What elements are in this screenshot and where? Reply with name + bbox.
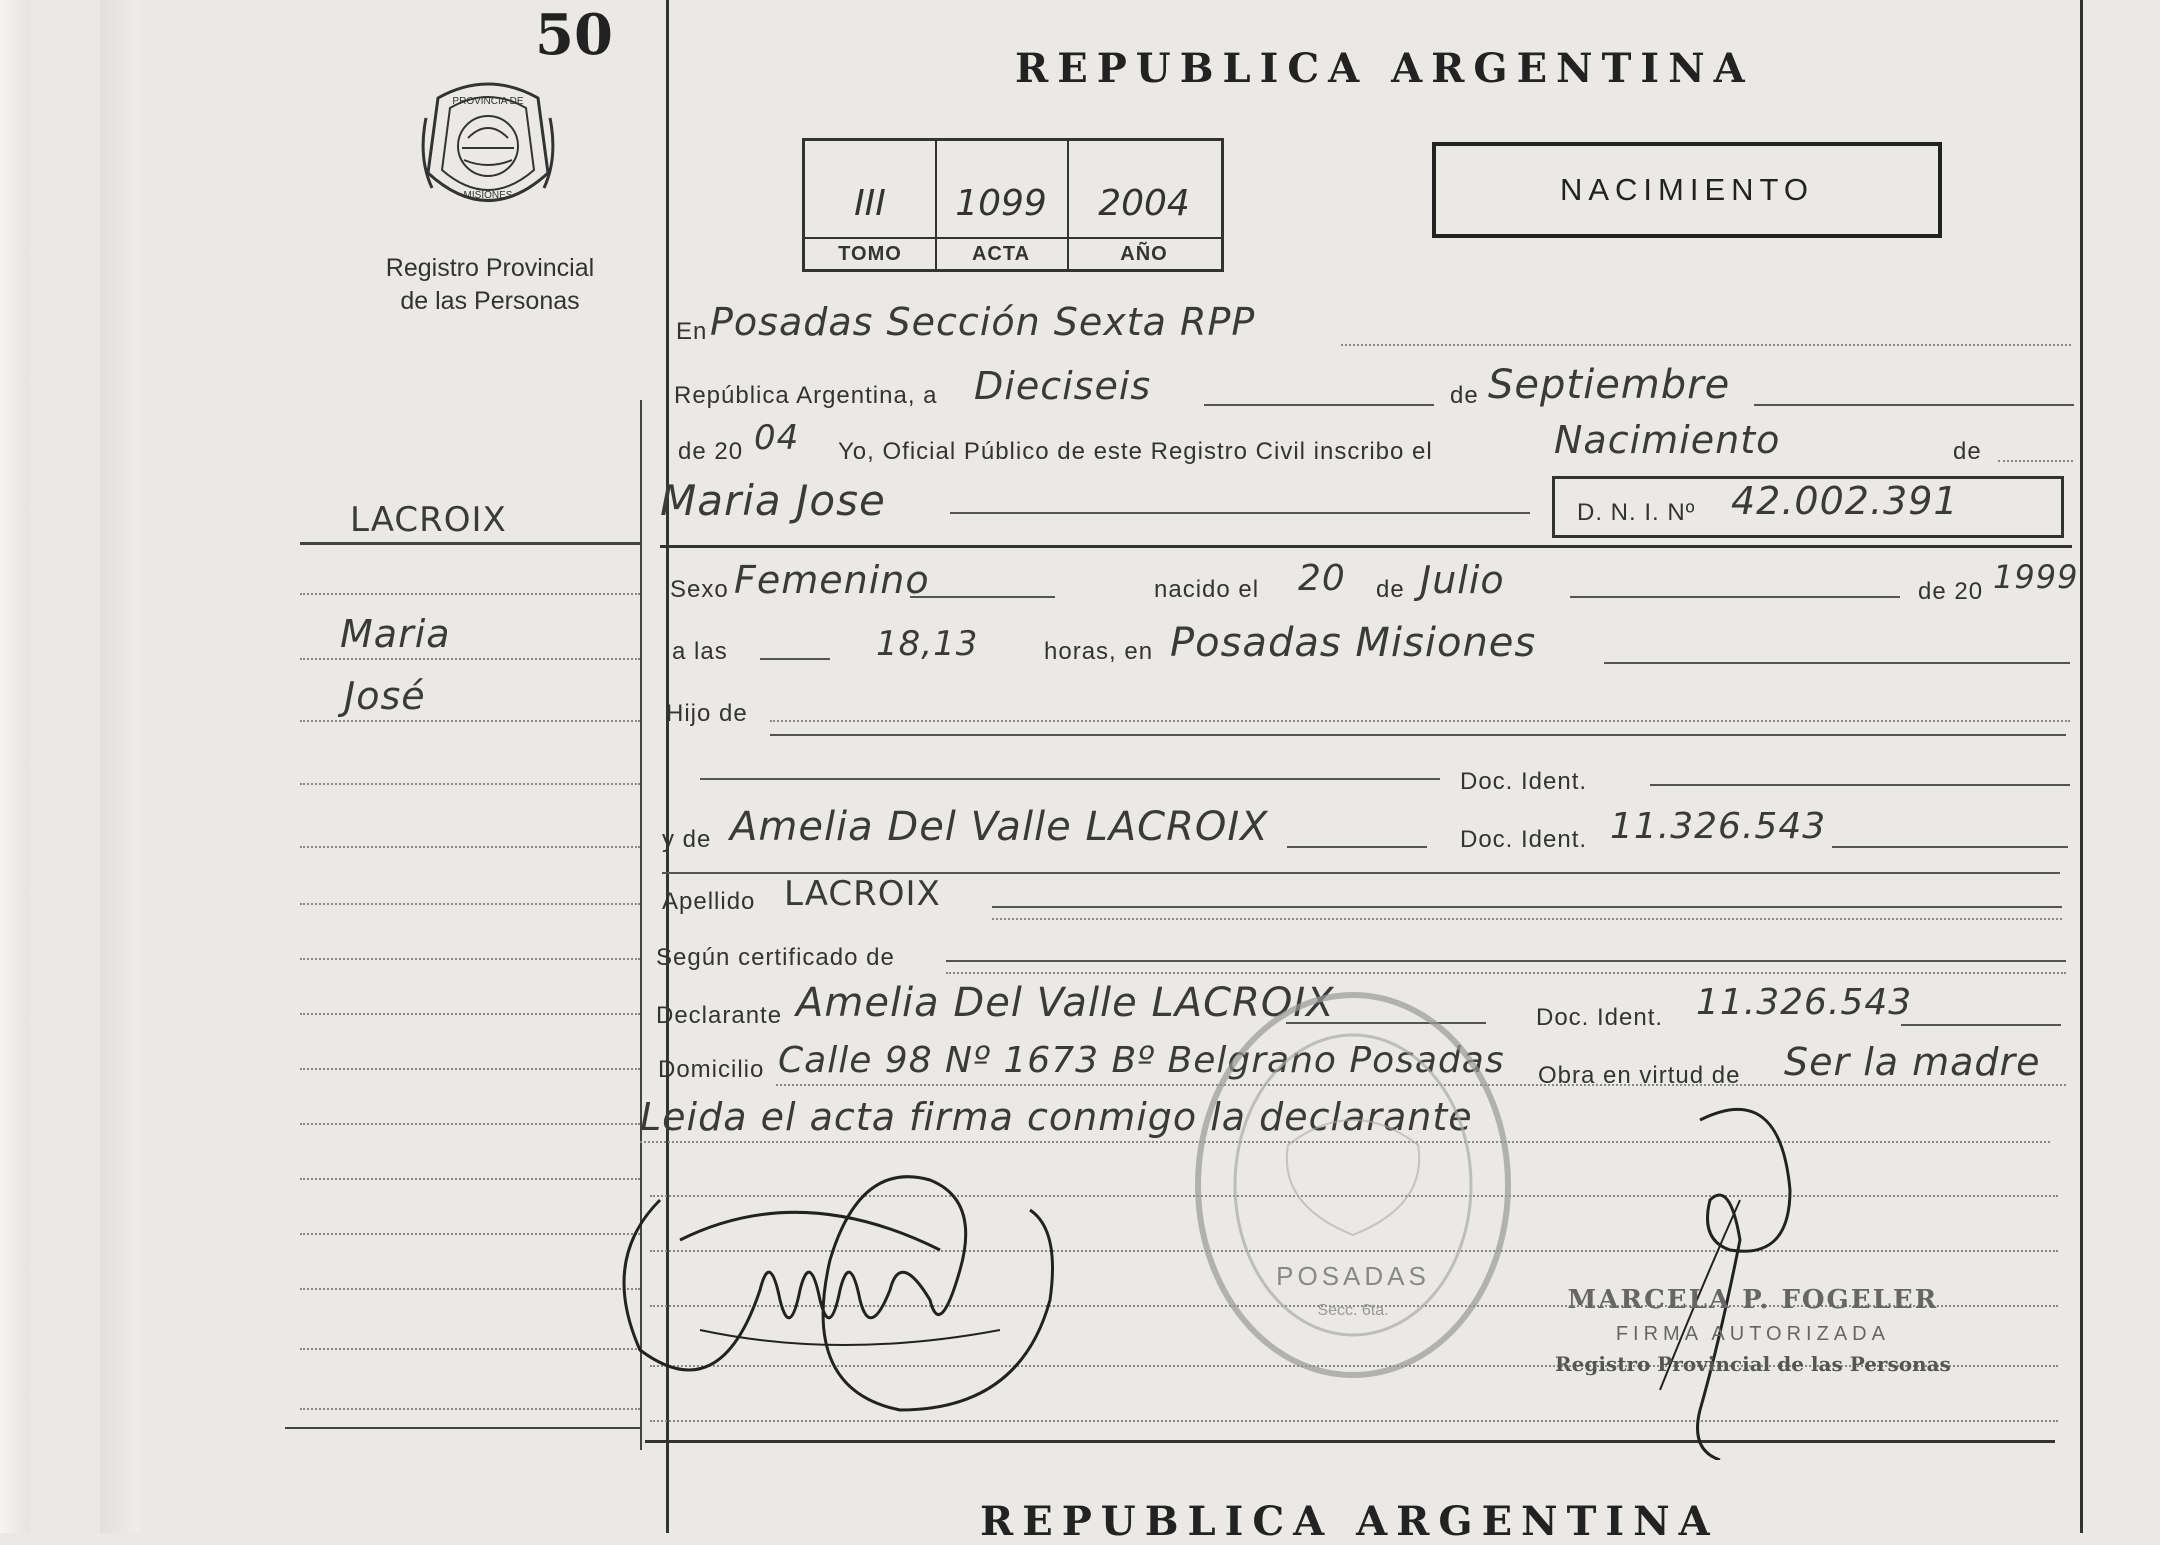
record-type: NACIMIENTO	[1559, 172, 1815, 207]
margin-line	[300, 735, 640, 785]
margin-line	[300, 1185, 640, 1235]
declarante-value: Amelia Del Valle LACROIX	[796, 980, 1335, 1026]
margin-line	[300, 855, 640, 905]
registry-line-1: Registro Provincial	[385, 254, 595, 282]
de-label: de	[1450, 382, 1479, 409]
acta-cell	[935, 141, 1069, 269]
de20-label: de 20	[1918, 578, 1984, 605]
seal-top-text: PROVINCIA DE	[452, 96, 524, 107]
form-right-border	[2080, 0, 2083, 1533]
y-de-label: y de	[662, 826, 712, 853]
provincial-coat-of-arms-icon	[418, 78, 558, 228]
birth-year: 1999	[1993, 558, 2079, 596]
apellido-label: Apellido	[662, 888, 756, 915]
acta-label: ACTA	[935, 237, 1067, 266]
official-signature	[1640, 1090, 1820, 1460]
obra-label: Obra en virtud de	[1538, 1062, 1741, 1089]
sexo-value: Femenino	[734, 558, 930, 602]
declarant-signature	[600, 1140, 1080, 1420]
dni-value: 42.002.391	[1731, 479, 1959, 523]
fill-line	[910, 596, 1055, 598]
row-mother	[662, 804, 2072, 860]
acta-value: 1099	[955, 183, 1047, 224]
margin-given-2: José	[344, 674, 426, 718]
anio-label: AÑO	[1067, 237, 1221, 266]
fill-line	[650, 1420, 2058, 1422]
day-value: Dieciseis	[974, 364, 1152, 408]
margin-bottom-line	[285, 1375, 640, 1429]
tomo-label: TOMO	[805, 237, 935, 266]
nacido-label: nacido el	[1154, 576, 1260, 603]
en-value: Posadas Sección Sexta RPP	[710, 300, 1256, 344]
seal-bottom-text: MISIONES	[463, 190, 513, 201]
apellido-value: LACROIX	[784, 874, 941, 914]
a-las-label: a las	[672, 638, 728, 665]
tomo-cell	[805, 141, 937, 269]
fill-line	[1901, 1024, 2061, 1026]
fill-line	[770, 734, 2066, 736]
fill-line	[946, 972, 2066, 974]
sexo-label: Sexo	[670, 576, 729, 603]
margin-surname: LACROIX	[350, 500, 507, 540]
hijo-label: Hijo de	[666, 700, 748, 727]
de2-label: de	[1953, 438, 1982, 465]
official-printed-name-block	[1555, 1285, 1951, 1376]
row-certificado	[656, 940, 2072, 980]
horas-label: horas, en	[1044, 638, 1154, 665]
margin-line	[300, 1130, 640, 1180]
fill-line	[1287, 846, 1427, 848]
domicilio-label: Domicilio	[658, 1056, 765, 1083]
de3-label: de	[1376, 576, 1405, 603]
fill-line	[770, 720, 2070, 722]
fill-line	[1341, 344, 2071, 346]
stamp-center-text: POSADAS	[1276, 1261, 1430, 1291]
margin-line	[300, 1240, 640, 1290]
row-birth-time	[670, 620, 2070, 672]
republica-label: República Argentina, a	[674, 382, 938, 409]
record-number-box	[802, 138, 1224, 272]
fill-line	[1204, 404, 1434, 406]
fill-line	[1754, 404, 2074, 406]
declarante-doc: 11.326.543	[1696, 982, 1913, 1023]
margin-given-1: Maria	[340, 612, 451, 656]
father-doc-label: Doc. Ident.	[1460, 768, 1588, 795]
fill-line	[760, 658, 830, 660]
declarante-doc-label: Doc. Ident.	[1536, 1004, 1664, 1031]
en-label: En	[676, 318, 708, 345]
margin-line	[300, 672, 640, 722]
section-divider	[660, 545, 2072, 548]
dni-box	[1552, 476, 2064, 538]
margin-line	[300, 548, 640, 595]
segun-label: Según certificado de	[656, 944, 895, 971]
country-title: REPUBLICA ARGENTINA	[1015, 45, 1754, 92]
anio-value: 2004	[1098, 183, 1190, 224]
fill-line	[700, 778, 1440, 780]
margin-line	[300, 1020, 640, 1070]
stamp-sub-text: Secc. 6ta.	[1317, 1302, 1389, 1319]
next-page-title: REPUBLICA ARGENTINA	[980, 1498, 1719, 1545]
year-prefix: de 20	[678, 438, 744, 465]
registry-line-2: de las Personas	[400, 287, 580, 315]
margin-line	[300, 1075, 640, 1125]
margin-line	[300, 610, 640, 660]
official-role: FIRMA AUTORIZADA	[1615, 1323, 1890, 1345]
fill-line	[992, 918, 2062, 920]
obra-value: Ser la madre	[1784, 1040, 2041, 1084]
margin-line	[300, 1300, 640, 1350]
folio-number: 50	[535, 2, 613, 68]
fill-line	[1650, 784, 2070, 786]
domicilio-value: Calle 98 Nº 1673 Bº Belgrano Posadas	[778, 1040, 1505, 1081]
mother-doc-label: Doc. Ident.	[1460, 826, 1588, 853]
fill-line	[1604, 662, 2070, 664]
mother-doc: 11.326.543	[1610, 806, 1827, 847]
anio-cell	[1067, 141, 1221, 269]
year-suffix: 04	[754, 418, 800, 458]
official-stamp-icon	[1188, 985, 1518, 1385]
fill-line	[1832, 846, 2068, 848]
official-name: MARCELA P. FOGELER	[1567, 1285, 1939, 1315]
row-father	[666, 690, 2072, 740]
closing-text: Leida el acta firma conmigo la declarante	[640, 1095, 1473, 1139]
row-birth-date	[670, 558, 2079, 610]
binding-band	[100, 0, 140, 1533]
record-type-box	[1432, 142, 1942, 238]
row-registration	[678, 418, 2073, 468]
month-value: Septiembre	[1488, 362, 1731, 408]
yo-text: Yo, Oficial Público de este Registro Civil inscribo el	[838, 438, 1433, 465]
margin-line	[300, 500, 640, 545]
fill-line	[1570, 596, 1900, 598]
birth-place: Posadas Misiones	[1170, 620, 1537, 666]
form-bottom-line	[645, 1440, 2055, 1443]
declarante-label: Declarante	[656, 1002, 783, 1029]
margin-line	[300, 798, 640, 848]
registry-name	[360, 252, 620, 318]
row-name	[660, 472, 2075, 544]
mother-name: Amelia Del Valle LACROIX	[730, 804, 1269, 850]
fill-line	[992, 906, 2062, 908]
birth-month: Julio	[1420, 558, 1505, 602]
page-left-edge	[0, 0, 30, 1533]
row-apellido	[662, 876, 2072, 926]
tomo-value: III	[854, 183, 886, 224]
row-father-doc	[700, 760, 2072, 800]
margin-line	[300, 910, 640, 960]
dni-label: D. N. I. Nº	[1577, 499, 1696, 526]
birth-day: 20	[1298, 558, 1346, 599]
row-date	[674, 360, 2074, 410]
fill-line	[946, 960, 2066, 962]
birth-time: 18,13	[876, 624, 979, 664]
fill-line	[1998, 460, 2073, 462]
fill-line	[950, 512, 1530, 514]
person-name: Maria Jose	[660, 476, 886, 525]
act-type: Nacimiento	[1554, 418, 1781, 462]
official-office: Registro Provincial de las Personas	[1555, 1352, 1951, 1376]
row-en	[676, 300, 2071, 348]
margin-line	[300, 965, 640, 1015]
